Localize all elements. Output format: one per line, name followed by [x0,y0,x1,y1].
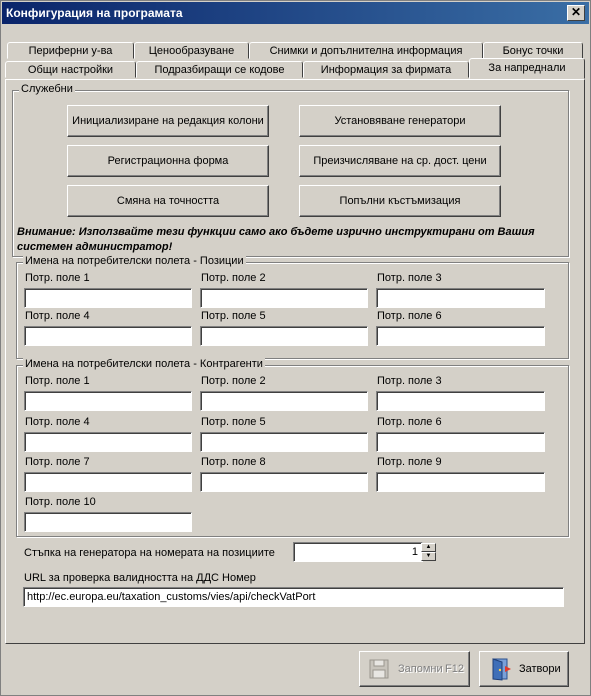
title-bar [2,2,589,24]
ctr-field-7-label: Потр. поле 7 [25,456,90,468]
ctr-field-4-label: Потр. поле 4 [25,416,90,428]
ctr-field-1-label: Потр. поле 1 [25,375,90,387]
ctr-field-5-label: Потр. поле 5 [201,416,266,428]
ctr-field-4-input[interactable] [24,432,192,452]
ctr-field-10-label: Потр. поле 10 [25,496,96,508]
tab-bonus-points[interactable]: Бонус точки [483,42,583,59]
exit-door-icon [489,657,513,681]
close-button[interactable] [479,651,569,687]
pos-field-3-label: Потр. поле 3 [377,272,442,284]
ctr-field-8-input[interactable] [200,472,368,492]
init-columns-button[interactable]: Инициализиране на редакция колони [67,105,269,137]
service-group [12,83,569,257]
pos-field-6-input[interactable] [376,326,545,346]
spin-up-icon: ▲ [425,544,432,550]
tab-default-codes[interactable]: Подразбиращи се кодове [136,61,303,78]
advanced-panel [5,79,585,644]
ctr-field-2-label: Потр. поле 2 [201,375,266,387]
tab-images-info[interactable]: Снимки и допълнителна информация [249,42,483,59]
fill-customization-button[interactable]: Попълни къстъмизация [299,185,501,217]
save-shortcut: F12 [445,663,464,675]
close-label: Затвори [519,663,561,675]
ctr-field-6-input[interactable] [376,432,545,452]
pos-field-4-input[interactable] [24,326,192,346]
spin-down-icon: ▼ [425,553,432,559]
recalc-avg-cost-button[interactable]: Преизчисляване на ср. дост. цени [299,145,501,177]
generator-step-input[interactable] [293,542,423,562]
tab-general-settings[interactable]: Общи настройки [5,61,136,78]
close-window-button[interactable] [567,5,585,21]
pos-field-4-label: Потр. поле 4 [25,310,90,322]
pos-field-5-input[interactable] [200,326,368,346]
service-group-title: Служебни [21,83,73,95]
spin-down-button[interactable] [421,552,436,561]
pos-field-3-input[interactable] [376,288,545,308]
ctr-field-9-input[interactable] [376,472,545,492]
ctr-field-1-input[interactable] [24,391,192,411]
spin-up-button[interactable] [421,543,436,552]
vat-url-label: URL за проверка валидността на ДДС Номер [24,572,256,584]
pos-field-2-input[interactable] [200,288,368,308]
tab-advanced[interactable]: За напреднали [469,58,585,79]
ctr-field-7-input[interactable] [24,472,192,492]
warning-text: Внимание: Използвайте тези функции само ако бъдете изрично инструктирани от Вашия системен администратор! [17,226,535,253]
set-generators-button[interactable]: Установяване генератори [299,105,501,137]
generator-step-label: Стъпка на генератора на номерата на позициите [24,547,275,559]
ctr-field-8-label: Потр. поле 8 [201,456,266,468]
ctr-field-10-input[interactable] [24,512,192,532]
contractors-group [16,358,569,537]
floppy-disk-icon [368,658,390,680]
ctr-field-6-label: Потр. поле 6 [377,416,442,428]
pos-field-2-label: Потр. поле 2 [201,272,266,284]
ctr-field-2-input[interactable] [200,391,368,411]
pos-field-5-label: Потр. поле 5 [201,310,266,322]
pos-field-1-label: Потр. поле 1 [25,272,90,284]
registration-form-button[interactable]: Регистрационна форма [67,145,269,177]
change-precision-button[interactable]: Смяна на точността [67,185,269,217]
positions-group [16,255,569,359]
pos-field-1-input[interactable] [24,288,192,308]
save-button[interactable] [359,651,470,687]
tab-pricing[interactable]: Ценообразуване [134,42,249,59]
ctr-field-5-input[interactable] [200,432,368,452]
ctr-field-9-label: Потр. поле 9 [377,456,442,468]
tab-peripherals[interactable]: Периферни у-ва [7,42,134,59]
close-icon: ✕ [570,5,582,19]
pos-field-6-label: Потр. поле 6 [377,310,442,322]
positions-group-title: Имена на потребителски полета - Позиции [25,255,244,267]
window-title: Конфигурация на програмата [6,6,183,20]
vat-url-input[interactable] [23,587,564,607]
save-label: Запомни [398,663,443,675]
tab-company-info[interactable]: Информация за фирмата [303,61,469,78]
ctr-field-3-input[interactable] [376,391,545,411]
ctr-field-3-label: Потр. поле 3 [377,375,442,387]
contractors-group-title: Имена на потребителски полета - Контрагенти [25,358,263,370]
